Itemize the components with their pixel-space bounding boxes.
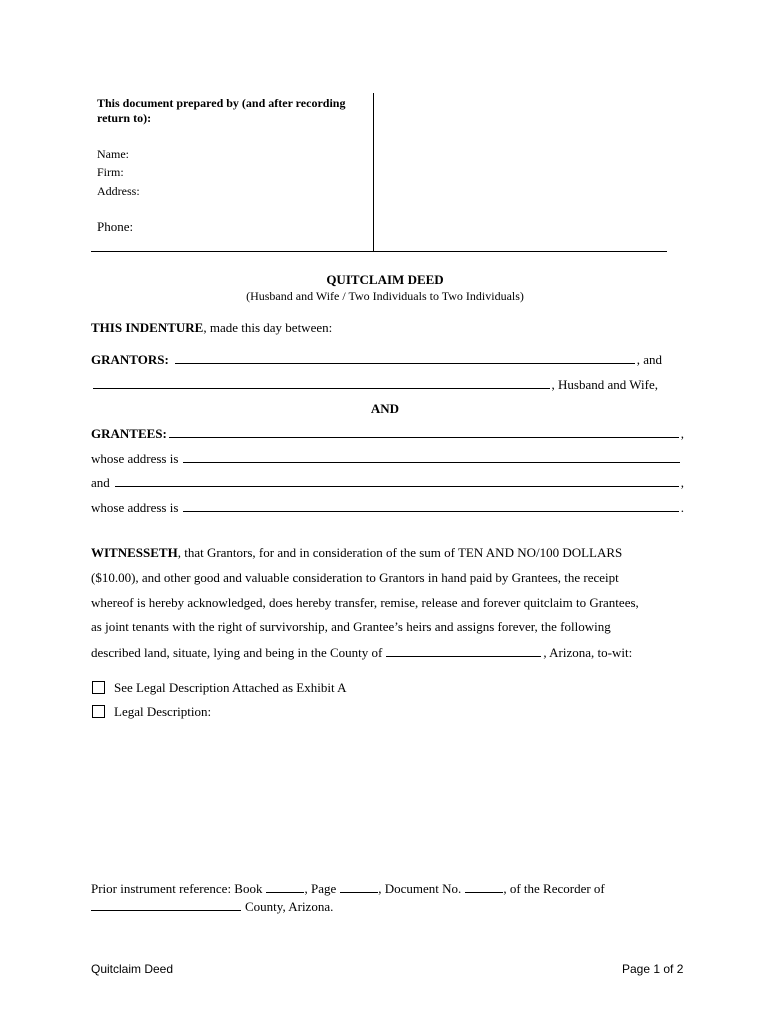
grantor-2-blank[interactable] (93, 376, 550, 389)
county-prefix: described land, situate, lying and being in the County of (91, 645, 383, 660)
grantee-2-row (91, 474, 684, 491)
footer-title: Quitclaim Deed (91, 962, 174, 976)
grantee-2-comma: , (680, 475, 684, 490)
page-number: Page 1 of 2 (622, 962, 684, 976)
grantors-hw: , Husband and Wife, (551, 377, 658, 392)
grantee-2-period: . (680, 500, 684, 515)
box-bottom-divider (91, 251, 667, 252)
witnesseth-line-1 (91, 545, 622, 561)
legal-description-label: Legal Description: (114, 704, 212, 719)
grantee-2-address-row (91, 499, 684, 516)
box-vertical-divider (373, 93, 374, 251)
prior-ref-recorder: , of the Recorder of (503, 881, 605, 896)
legal-description-checkbox[interactable] (92, 705, 105, 718)
grantors-label: GRANTORS: (91, 352, 169, 367)
grantee-1-blank[interactable] (169, 425, 679, 438)
grantees-label: GRANTEES: (91, 426, 167, 441)
grantors-and: , and (636, 352, 662, 367)
witnesseth-line-1-text: , that Grantors, for and in consideration of the sum of TEN AND NO/100 DOLLARS (177, 545, 623, 560)
exhibit-a-label: See Legal Description Attached as Exhibit A (114, 680, 347, 695)
indenture-bold: THIS INDENTURE (91, 320, 204, 335)
grantor-1-blank[interactable] (175, 351, 635, 364)
county-blank[interactable] (386, 644, 541, 657)
and-label: and (91, 475, 110, 490)
county-suffix: , Arizona, to-wit: (543, 645, 633, 660)
witnesseth-line-5 (91, 644, 659, 661)
grantee-1-address-blank[interactable] (183, 450, 680, 463)
grantee-2-blank[interactable] (115, 474, 679, 487)
deed-subtitle: (Husband and Wife / Two Individuals to Two Individuals) (246, 289, 524, 303)
prior-reference-line-1 (91, 880, 605, 897)
indenture-line (91, 320, 332, 336)
grantees-comma: , (680, 426, 684, 441)
document-number-blank[interactable] (465, 880, 503, 893)
grantee-2-address-blank[interactable] (183, 499, 678, 512)
prior-ref-docno: , Document No. (378, 881, 462, 896)
whose-address-label: whose address is (91, 451, 179, 466)
witnesseth-bold: WITNESSETH (91, 545, 178, 560)
prior-ref-county: County, Arizona. (245, 899, 334, 914)
whose-address-label-2: whose address is (91, 500, 179, 515)
recorder-county-blank[interactable] (91, 898, 241, 911)
prepared-by-label: This document prepared by (and after recording (97, 96, 346, 110)
phone-label: Phone: (97, 219, 134, 234)
witnesseth-line-2: ($10.00), and other good and valuable consideration to Grantors in hand paid by Grantees, the receipt (91, 570, 619, 585)
name-label: Name: (97, 147, 129, 161)
prior-ref-page: , Page (304, 881, 337, 896)
witnesseth-line-3: whereof is hereby acknowledged, does hereby transfer, remise, release and forever quitclaim to Grantees, (91, 595, 639, 610)
grantee-1-address-row (91, 450, 682, 467)
grantors-row-2 (91, 376, 658, 393)
prior-ref-book: Prior instrument reference: Book (91, 881, 263, 896)
indenture-rest: , made this day between: (203, 320, 333, 335)
exhibit-a-checkbox[interactable] (92, 681, 105, 694)
book-blank[interactable] (266, 880, 304, 893)
page-blank[interactable] (340, 880, 378, 893)
grantees-row (91, 425, 684, 442)
prior-reference-line-2 (91, 898, 333, 915)
prepared-by-label-2: return to): (97, 111, 152, 125)
witnesseth-line-4: as joint tenants with the right of survivorship, and Grantee’s heirs and assigns forever, the following (91, 619, 611, 634)
firm-label: Firm: (97, 165, 124, 179)
address-label: Address: (97, 184, 140, 198)
deed-title: QUITCLAIM DEED (326, 272, 444, 287)
and-heading: AND (370, 401, 400, 416)
grantors-row (91, 351, 662, 368)
